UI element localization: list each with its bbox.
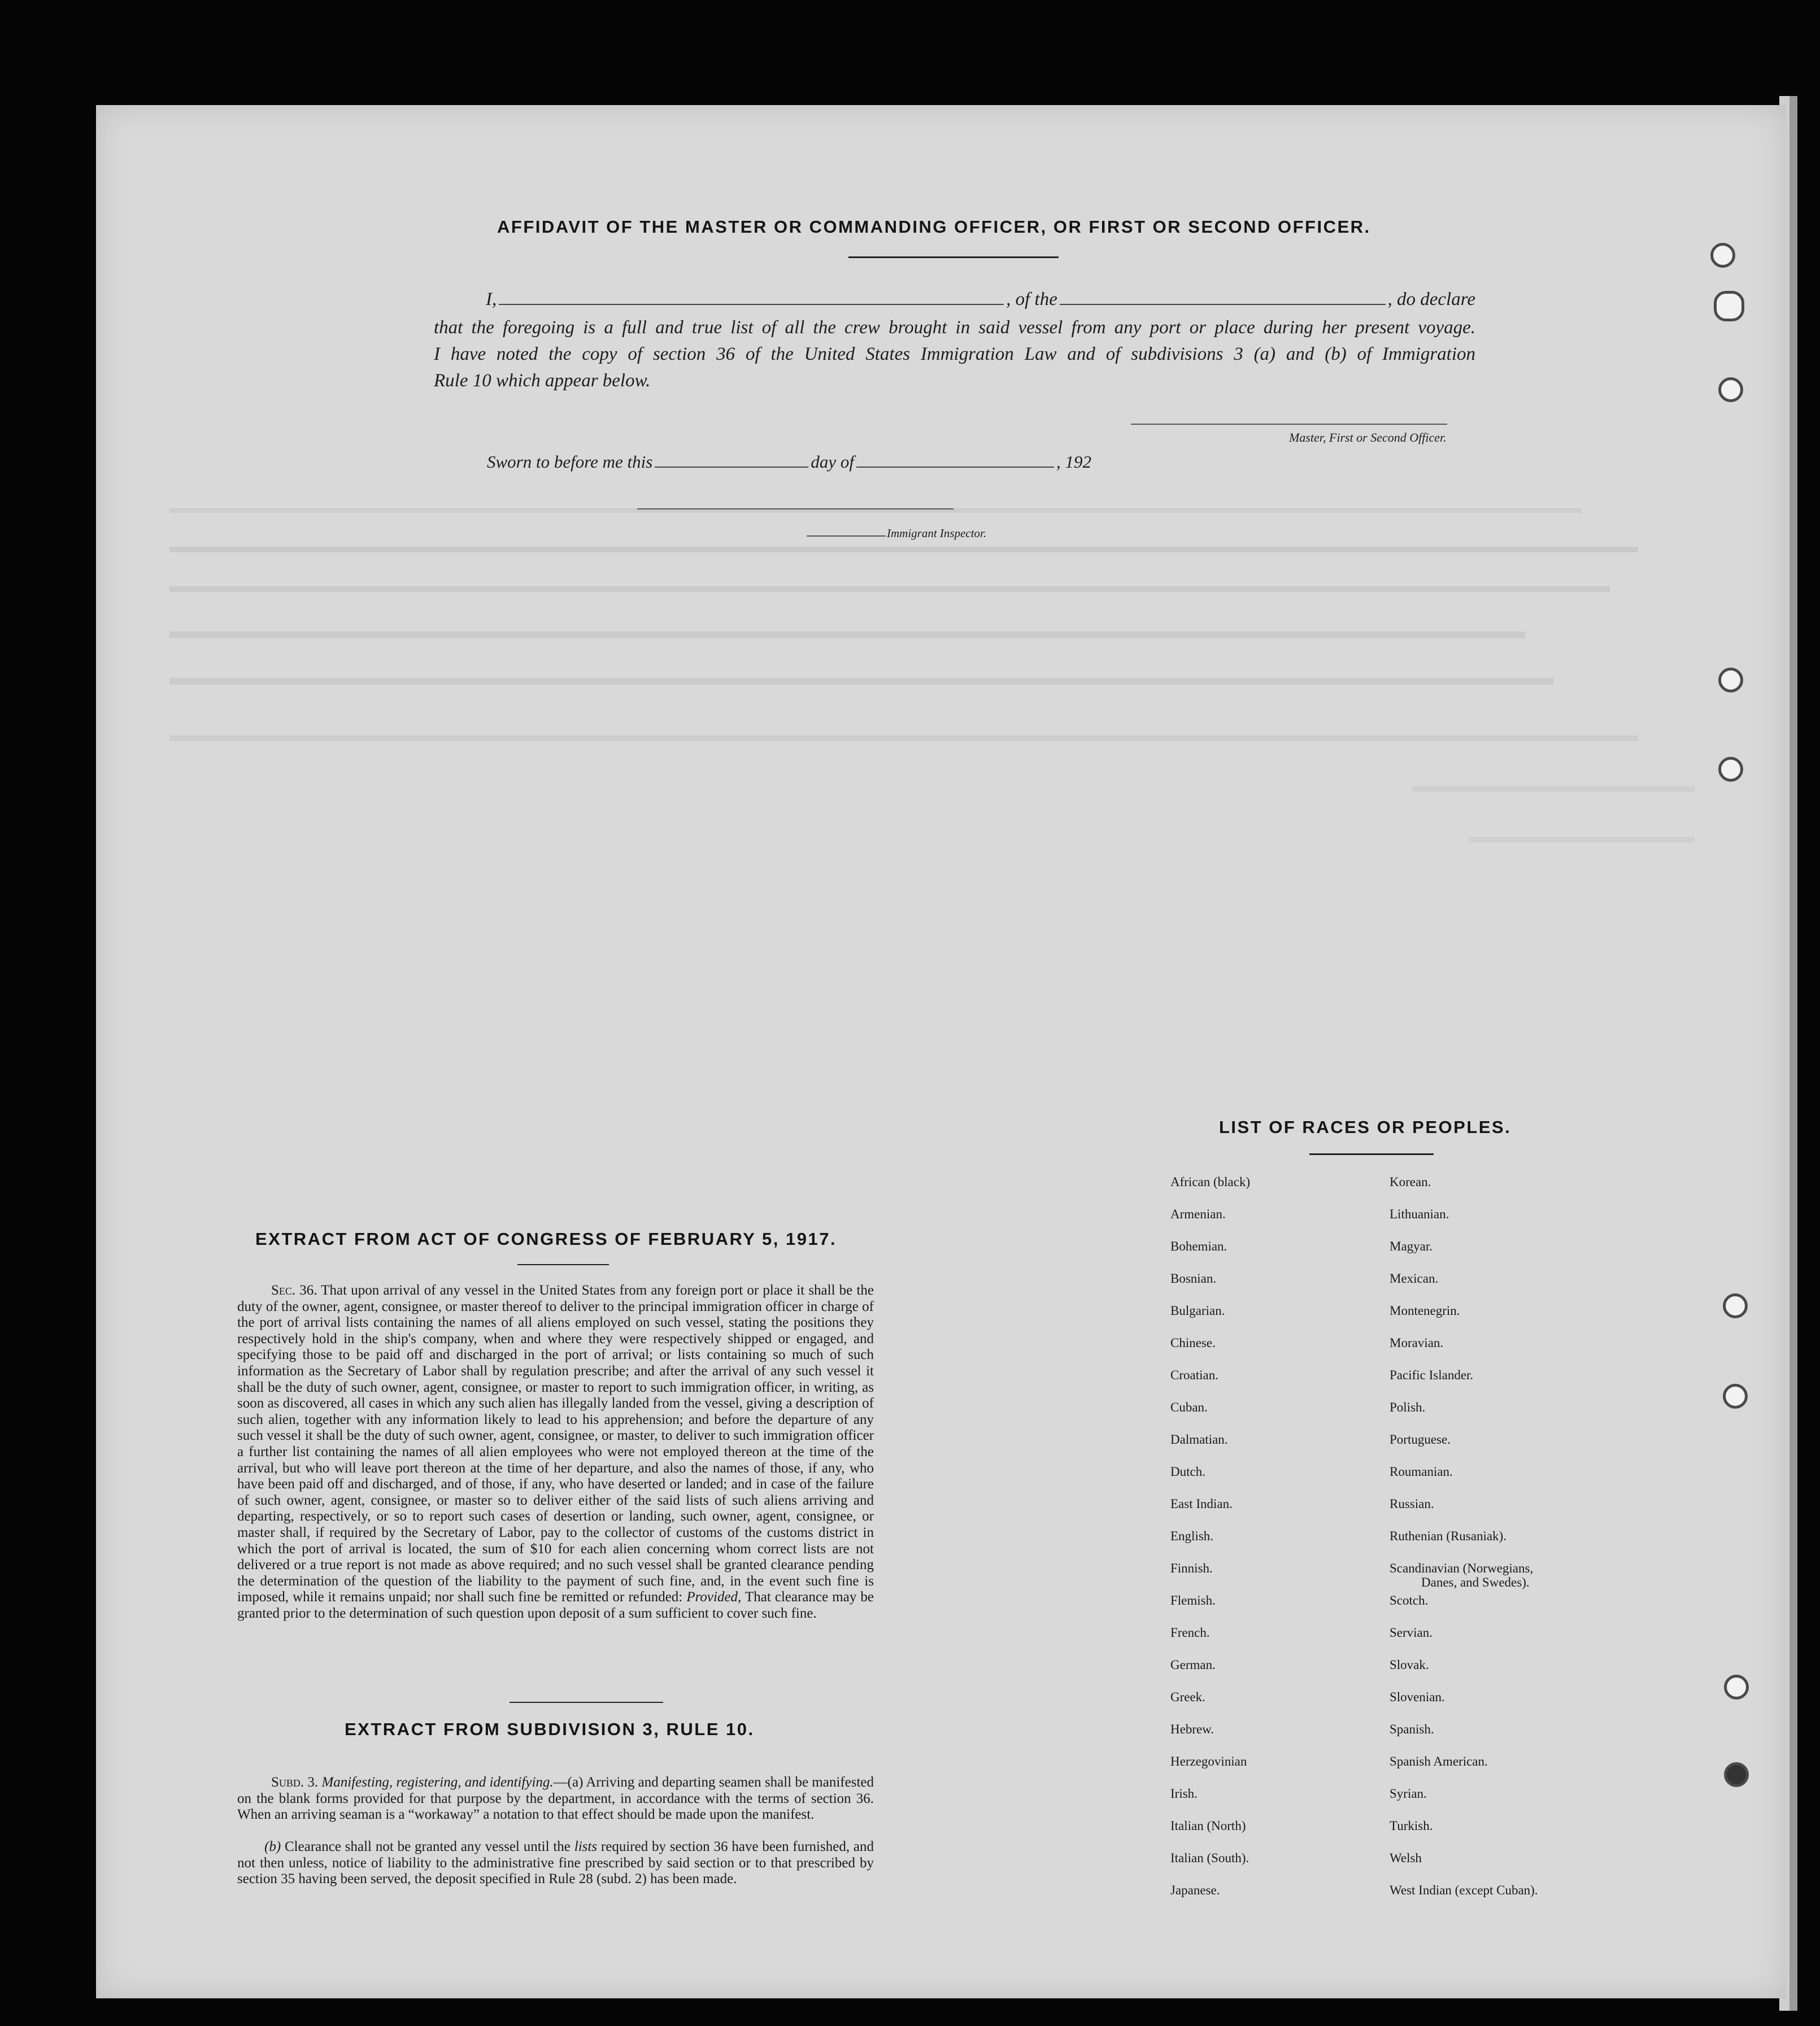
sec-36-paragraph <box>237 1283 874 1622</box>
race-item: Portuguese. <box>1390 1432 1451 1446</box>
races-title: LIST OF RACES OR PEOPLES. <box>1219 1117 1512 1137</box>
race-item: Korean. <box>1390 1175 1431 1189</box>
declaration-i: I, <box>486 289 497 310</box>
subd-3-paragraph-a <box>237 1775 874 1823</box>
underlying-sheet-edge <box>1789 96 1797 2011</box>
punch-hole <box>1718 377 1743 402</box>
master-signature-line[interactable] <box>1131 424 1447 425</box>
subd-3-b-text-2: required by section 36 have been furnished, and not then unless, notice of liability to the administrative fine prescribed by said section or to that prescribed by section 35 having been served, the deposit specified in Rule 28 (subd. 2) has been made. <box>237 1839 874 1887</box>
race-item: East Indian. <box>1170 1497 1233 1511</box>
race-item: Servian. <box>1390 1626 1433 1640</box>
punch-hole <box>1718 668 1743 692</box>
race-item: Finnish. <box>1170 1561 1213 1575</box>
subd-3-a-text: —(a) Arriving and departing seamen shall be manifested on the blank forms provided for that purpose by the department, in accordance with the terms of section 36. When an arriving seaman is a “workaway” a notation to that effect should be made upon the manifest. <box>237 1775 874 1823</box>
punch-hole <box>1714 291 1744 321</box>
officer-name-field[interactable] <box>499 304 1004 305</box>
affidavit-declaration-line <box>486 286 1475 313</box>
race-item-scandinavian <box>1390 1561 1627 1593</box>
punch-hole <box>1724 1675 1749 1700</box>
race-item: Cuban. <box>1170 1400 1208 1414</box>
title-underline <box>848 256 1059 258</box>
race-item: Lithuanian. <box>1390 1207 1449 1221</box>
affidavit-line-3: I have noted the copy of section 36 of the United States Immigration Law and of subdivisions 3 (a) and (b) of Immigration <box>434 344 1475 364</box>
inspector-signature-line[interactable] <box>637 508 953 509</box>
punch-hole <box>1723 1293 1748 1318</box>
race-item: Syrian. <box>1390 1787 1427 1801</box>
do-declare-label: , do declare <box>1387 289 1475 310</box>
day-of-label: day of <box>811 452 854 472</box>
races-right-column <box>1390 1175 1627 1915</box>
race-item: Slovenian. <box>1390 1690 1445 1704</box>
act-title-underline <box>517 1264 609 1265</box>
race-item: Bohemian. <box>1170 1239 1227 1253</box>
race-item: Dalmatian. <box>1170 1432 1228 1446</box>
master-signature-label: Master, First or Second Officer. <box>1289 430 1447 445</box>
race-item: Armenian. <box>1170 1207 1226 1221</box>
race-item: Italian (North) <box>1170 1819 1246 1833</box>
race-item: Croatian. <box>1170 1368 1218 1382</box>
race-item-continued: Danes, and Swedes). <box>1421 1575 1530 1589</box>
race-item: West Indian (except Cuban). <box>1390 1883 1538 1897</box>
sworn-day-field[interactable] <box>655 467 808 468</box>
race-item: Dutch. <box>1170 1465 1205 1479</box>
sec-36-body-end: That clearance may be granted prior to the determination of such question upon deposit of a sum sufficient to cover such fine. <box>237 1589 874 1621</box>
sworn-month-field[interactable] <box>856 467 1054 468</box>
race-item: Roumanian. <box>1390 1465 1453 1479</box>
race-item: Turkish. <box>1390 1819 1433 1833</box>
race-item: English. <box>1170 1529 1214 1543</box>
affidavit-line-4: Rule 10 which appear below. <box>434 371 651 391</box>
race-item: Irish. <box>1170 1787 1198 1801</box>
affidavit-line-2: that the foregoing is a full and true list of all the crew brought in said vessel from any port or place during her present voyage. <box>434 317 1475 338</box>
race-item: German. <box>1170 1658 1216 1672</box>
race-item: Bulgarian. <box>1170 1304 1225 1318</box>
sworn-label: Sworn to before me this <box>487 452 653 472</box>
subd-3-heading: Manifesting, registering, and identifying. <box>321 1775 554 1790</box>
race-item: Montenegrin. <box>1390 1304 1460 1318</box>
race-item: Polish. <box>1390 1400 1426 1414</box>
race-item: Bosnian. <box>1170 1271 1217 1286</box>
affidavit-title: AFFIDAVIT OF THE MASTER OR COMMANDING OFFICER, OR FIRST OR SECOND OFFICER. <box>497 217 1371 237</box>
punch-hole <box>1723 1384 1748 1409</box>
punch-hole <box>1724 1762 1749 1787</box>
rule10-extract-title: EXTRACT FROM SUBDIVISION 3, RULE 10. <box>345 1719 755 1739</box>
races-left-column <box>1170 1175 1374 1915</box>
of-the-label: , of the <box>1006 289 1057 310</box>
race-item: Flemish. <box>1170 1593 1216 1607</box>
bleed-through-text <box>169 497 1751 1062</box>
races-title-underline <box>1309 1153 1434 1155</box>
subd-3-b-label: (b) <box>264 1839 281 1854</box>
year-prefix-label: , 192 <box>1056 452 1091 472</box>
subd-3-b-lists: lists <box>574 1839 598 1854</box>
race-item: Chinese. <box>1170 1336 1216 1350</box>
race-item: Mexican. <box>1390 1271 1439 1286</box>
race-item: Spanish. <box>1390 1722 1434 1736</box>
race-item: Herzegovinian <box>1170 1754 1247 1768</box>
race-item: African (black) <box>1170 1175 1251 1189</box>
punch-hole <box>1718 757 1743 782</box>
punch-hole <box>1710 243 1735 268</box>
inspector-dash <box>807 535 886 537</box>
race-item: Welsh <box>1390 1851 1422 1865</box>
inspector-label: Immigrant Inspector. <box>887 526 987 540</box>
race-item: French. <box>1170 1626 1210 1640</box>
race-item: Italian (South). <box>1170 1851 1249 1865</box>
sec-36-body: That upon arrival of any vessel in the United States from any foreign port or place it shall be the duty of the owner, agent, consignee, or master thereof to deliver to the principal immigration officer in charge of the port of arrival lists containing the names of all aliens employed on such vessel, stating the positions they respectively hold in the ship's company, when and where they were respectively shipped or engaged, and specifying those to be paid off and discharged in the port of arrival; or lists containing so much of such information as the Secretary of Labor shall by regulation prescribe; and after the arrival of any such vessel it shall be the duty of such owner, agent, consignee, or master to report to such immigration officer, in writing, as soon as discovered, all cases in which any such alien has illegally landed from the vessel, giving a description of such alien, together with any information likely to lead to his apprehension; and before the departure of any such vessel it shall be the duty of such owner, agent, consignee, or master, to deliver to such immigration officer a further list containing the names of all alien employees who were not employed thereon at the time of the arrival, but who will leave port thereon at the time of her departure, and also the names of those, if any, who have been paid off and discharged, and of those, if any, who have deserted or landed; and in case of the failure of such owner, agent, consignee, or master so to deliver either of the said lists of such aliens arriving and departing, respectively, or so to report such cases of desertion or landing, such owner, agent, consignee, or master shall, if required by the Secretary of Labor, pay to the collector of customs of the customs district in which the port of arrival is located, the sum of $10 for each alien concerning whom correct lists are not delivered or a true report is not made as above required; and no such vessel shall be granted clearance pending the determination of the question of the liability to the payment of such fine, and, in the event such fine is imposed, while it remains unpaid; nor shall such fine be remitted or refunded: <box>237 1283 874 1605</box>
act-extract-title: EXTRACT FROM ACT OF CONGRESS OF FEBRUARY 5, 1917. <box>255 1229 837 1249</box>
race-item: Japanese. <box>1170 1883 1220 1897</box>
race-item: Moravian. <box>1390 1336 1444 1350</box>
race-item: Slovak. <box>1390 1658 1429 1672</box>
subd-3-paragraph-b <box>237 1839 874 1888</box>
race-item: Russian. <box>1390 1497 1434 1511</box>
subd-3-label: Subd. 3. <box>271 1775 319 1790</box>
race-item: Greek. <box>1170 1690 1205 1704</box>
race-item: Hebrew. <box>1170 1722 1214 1736</box>
provided-word: Provided, <box>686 1589 742 1605</box>
act-end-rule <box>510 1702 663 1703</box>
race-item: Spanish American. <box>1390 1754 1488 1768</box>
race-item: Pacific Islander. <box>1390 1368 1474 1382</box>
race-item: Magyar. <box>1390 1239 1433 1253</box>
subd-3-b-text-1: Clearance shall not be granted any vessel until the <box>285 1839 571 1854</box>
sworn-line <box>487 452 1120 472</box>
race-item: Ruthenian (Rusaniak). <box>1390 1529 1506 1543</box>
vessel-name-field[interactable] <box>1060 304 1386 305</box>
race-item: Scandinavian (Norwegians, <box>1390 1561 1534 1575</box>
sec-36-label: Sec. 36. <box>271 1283 317 1298</box>
race-item: Scotch. <box>1390 1593 1429 1607</box>
